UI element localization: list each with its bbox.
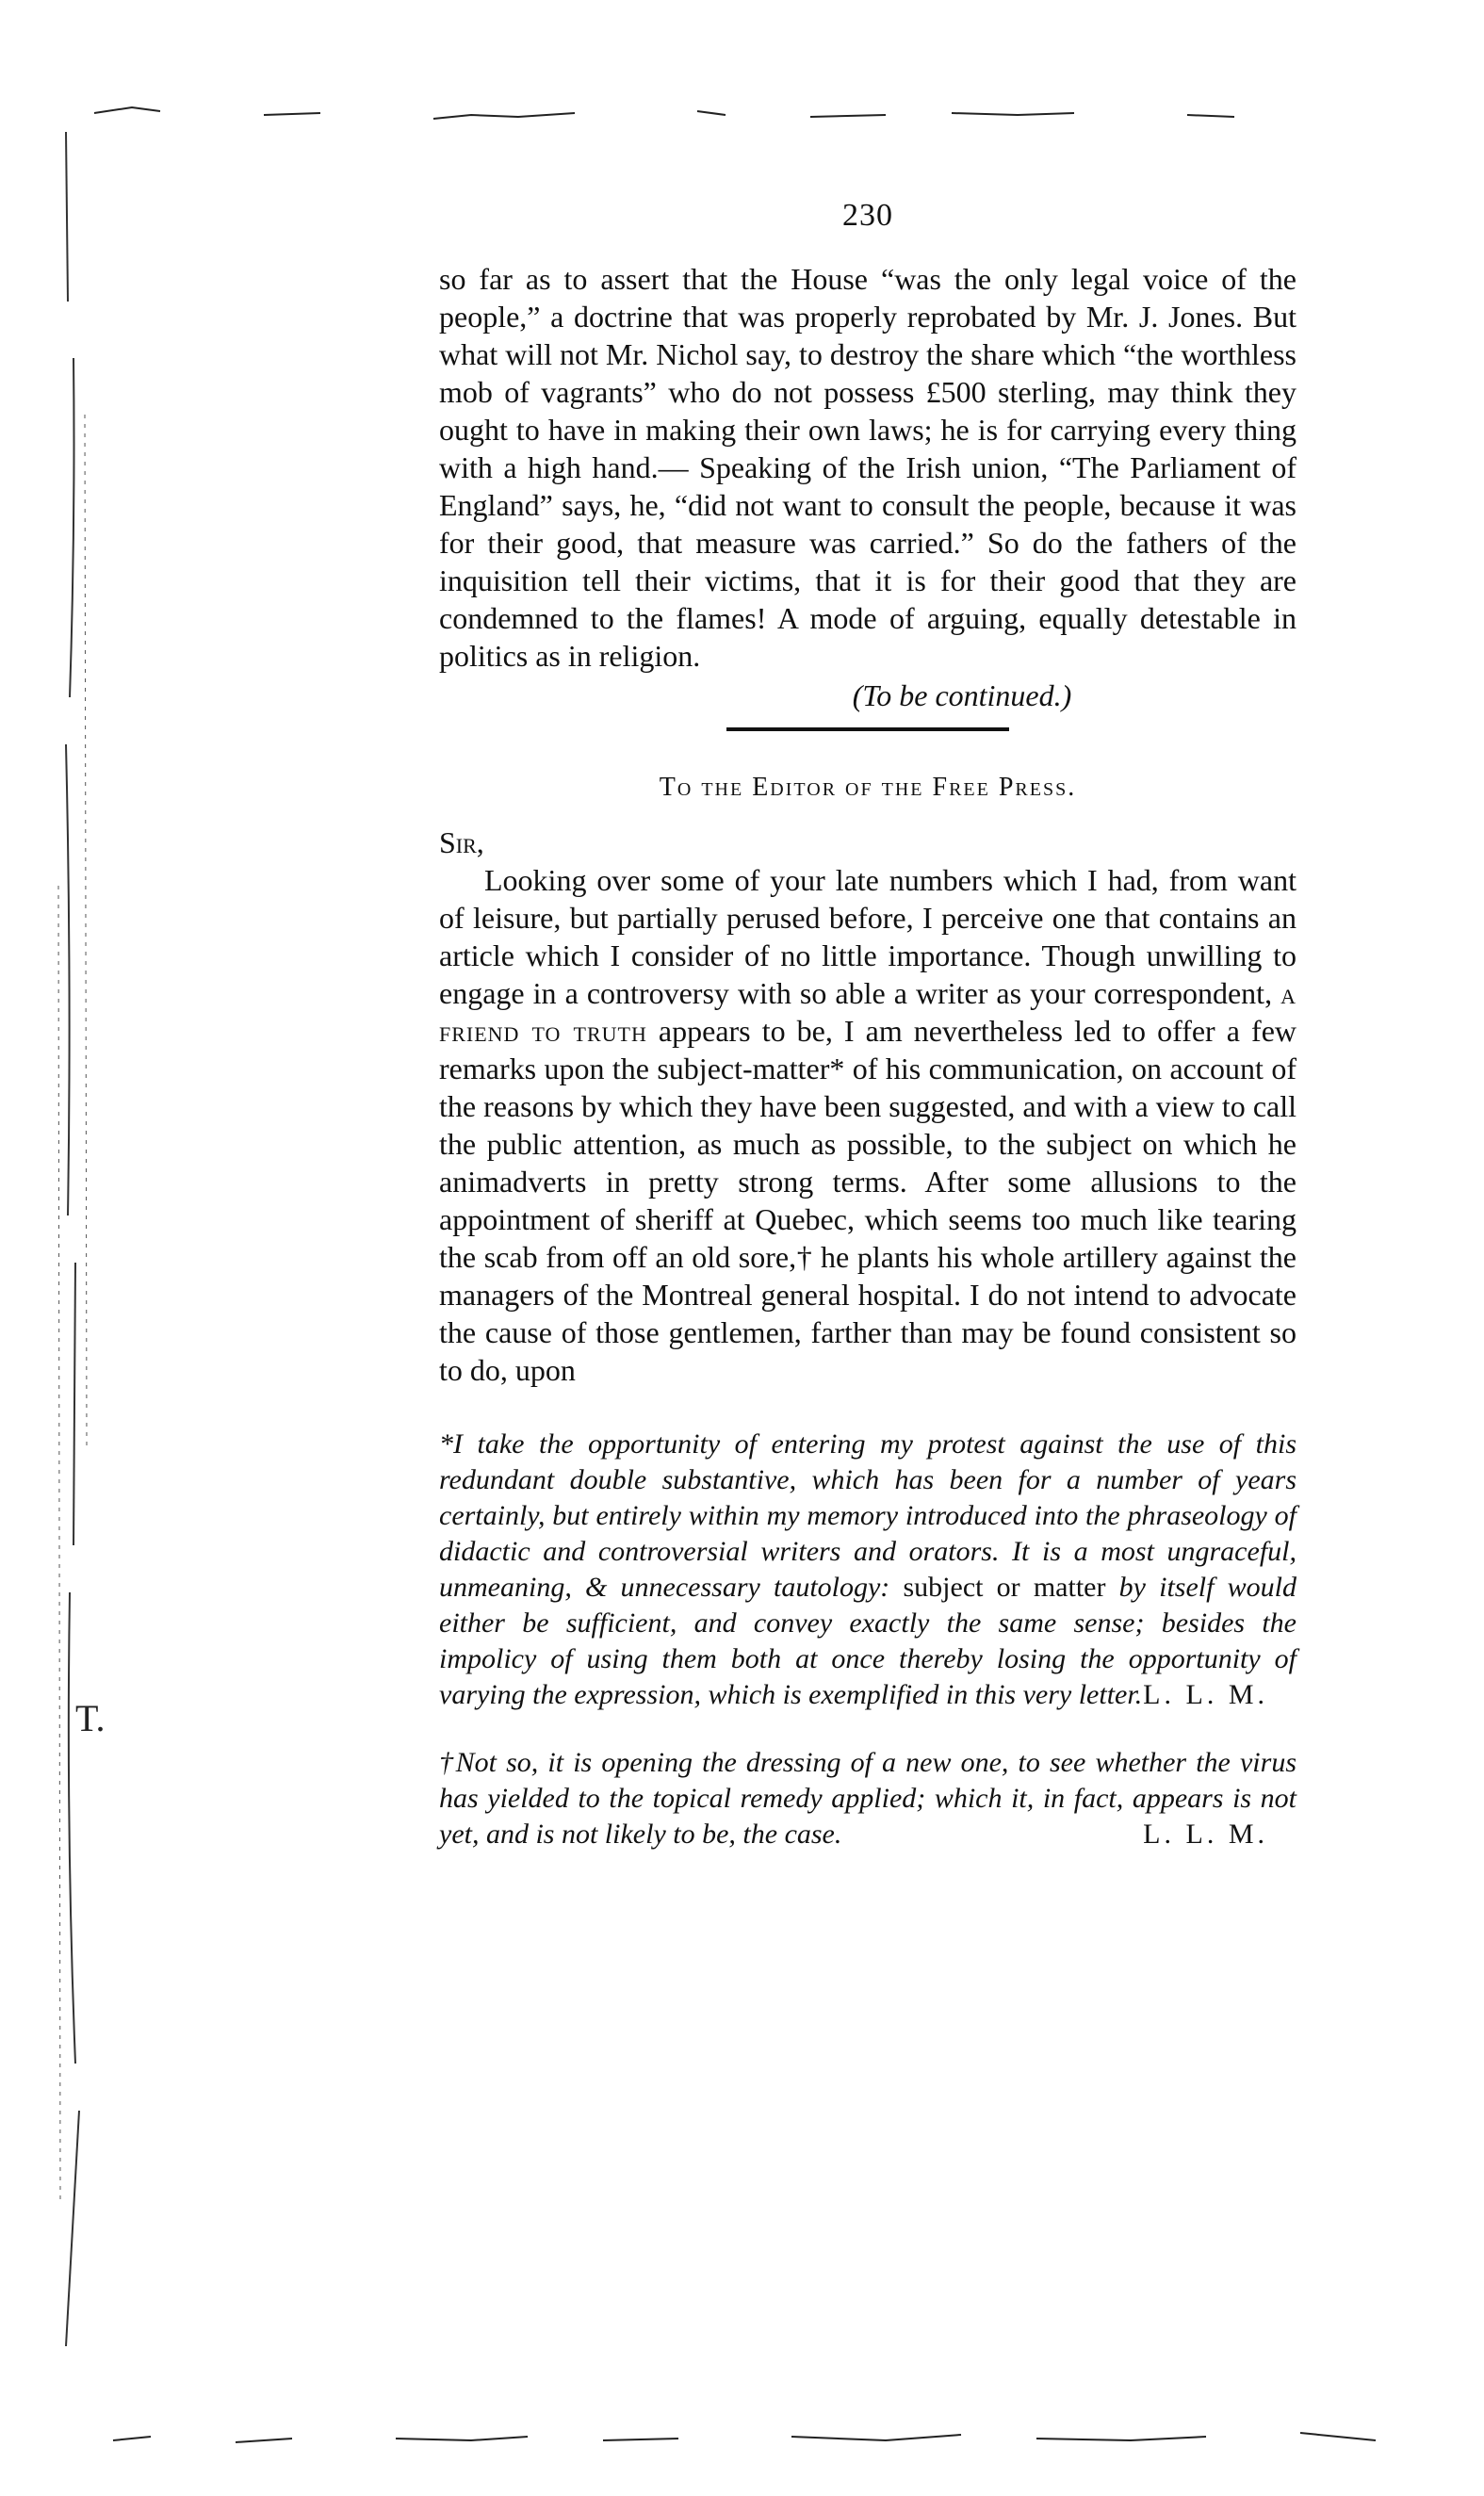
margin-mark: T. xyxy=(75,1697,106,1739)
letter-body xyxy=(439,824,1296,1389)
footnote-2-signature: L. L. M. xyxy=(1143,1819,1268,1850)
scan-noise-bottom xyxy=(75,2412,1432,2459)
footnote-1-signature: L. L. M. xyxy=(1143,1679,1268,1710)
text-column xyxy=(439,198,1296,1852)
page-number: 230 xyxy=(842,198,893,233)
to-be-continued: (To be continued.) xyxy=(852,678,1072,712)
footnote-2-text: †Not so, it is opening the dressing of a new one, to see whether the virus has yielded to the topical remedy applied; which it, in fact, appears is not yet, and is not likely to be, the case. xyxy=(439,1747,1296,1850)
article-continuation xyxy=(439,260,1296,714)
footnote-1 xyxy=(439,1427,1296,1713)
article-paragraph: so far as to assert that the House “was the only legal voice of the people,” a doctrine that was properly reprobated by Mr. J. Jones. But what will not Mr. Nichol say, to destroy the share which “the worthless mob of vagrants” who do not possess £500 sterling, may think they ought to have in making their own laws; he is for carrying every thing with a high hand.— Speaking of the Irish union, “The Parliament of England” says, he, “did not want to consult the people, because it was for their good, that measure was carried.” So do the fathers of the inquisition tell their victims, that it is for their good that they are condemned to the flames! A mode of arguing, equally detestable in politics as in religion. xyxy=(439,262,1296,673)
footnote-1-text-b: by itself would either be sufficient, and convey exactly the same sense; besides the impolicy of using them both at once thereby losing the opportunity of varying the expression, which is exemplified in this very letter. xyxy=(439,1572,1296,1710)
footnote-2 xyxy=(439,1745,1296,1852)
footnote-1-upright: subject or matter xyxy=(889,1572,1119,1603)
letter-heading: To the Editor of the Free Press. xyxy=(659,773,1077,802)
section-divider xyxy=(726,727,1009,731)
letter-paragraph xyxy=(439,861,1296,1389)
letter-paragraph-part-1: Looking over some of your late numbers which I had, from want of leisure, but partially perused before, I perceive one that contains an article which I consider of no little importance. Though unwilling to engage in a controversy with so able a writer as your correspondent, xyxy=(439,863,1296,1010)
scan-noise-binding xyxy=(38,132,104,2393)
letter-salutation: Sir, xyxy=(439,825,484,859)
scan-noise-top xyxy=(75,94,1300,132)
footnote-1-text: *I take the opportunity of entering my protest against the use of this redundant double substantive, which has been for a number of years certainly, but entirely within my memory introduced into the phraseology of didactic and controversial writers and orators. It is a most ungraceful, unmeaning, & unnecessary tautology: xyxy=(439,1428,1296,1603)
pseudonym: a friend to truth xyxy=(439,976,1297,1048)
letter-paragraph-part-2: appears to be, I am nevertheless led to offer a few remarks upon the subject-matter* of his communication, on account of the reasons by which they have been suggested, and with a view to call the public attention, as much as possible, to the subject on which he animadverts in pretty strong terms. After some allusions to the appointment of sheriff at Quebec, which seems too much like tearing the scab from off an old sore,† he plants his whole artillery against the managers of the Montreal general hospital. I do not intend to advocate the cause of those gentlemen, farther than may be found consistent so to do, upon xyxy=(439,1014,1296,1387)
